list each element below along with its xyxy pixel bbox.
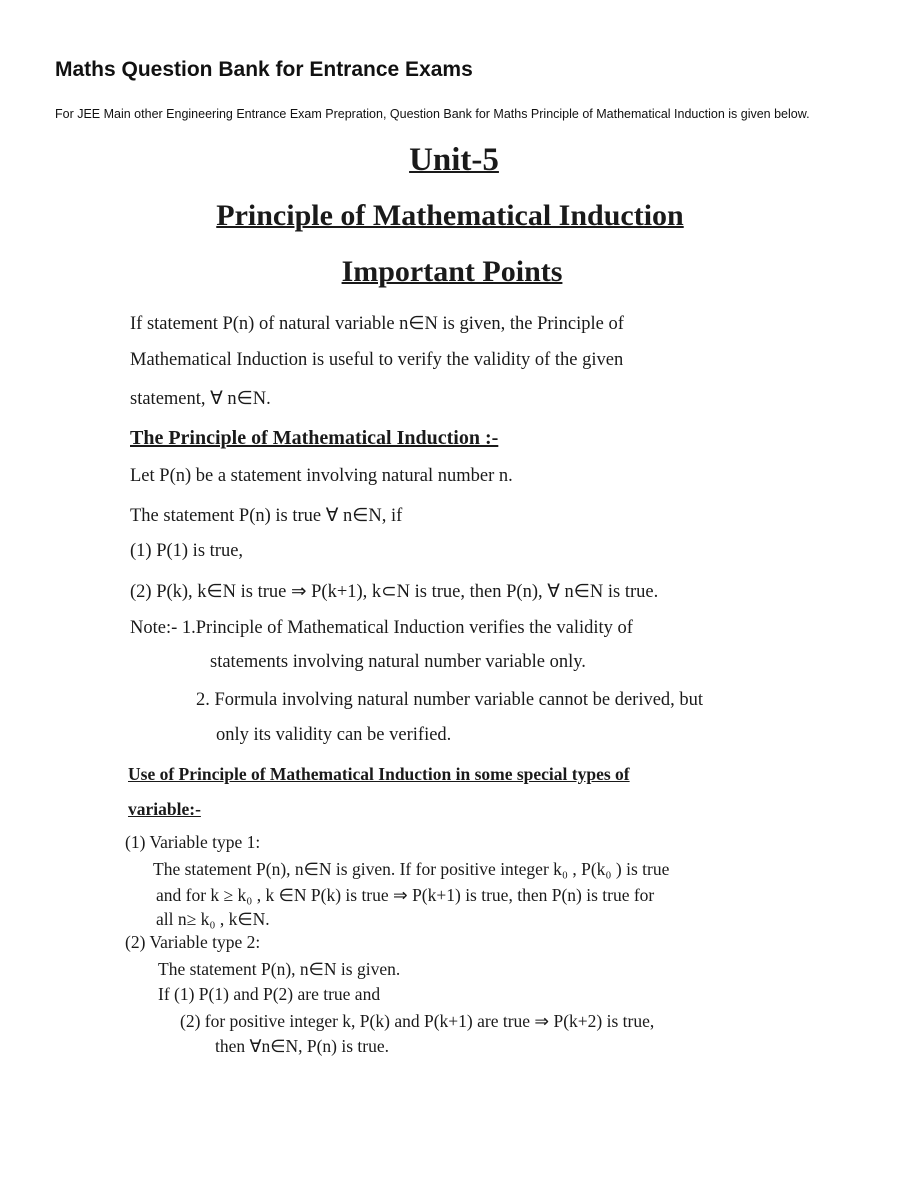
doc-line: all n≥ k₀ , k∈N.: [156, 909, 270, 929]
page-title: Maths Question Bank for Entrance Exams: [55, 58, 473, 81]
subheading: variable:-: [128, 799, 201, 819]
doc-line: The statement P(n) is true ∀ n∈N, if: [130, 506, 403, 526]
intro-text: For JEE Main other Engineering Entrance Exam Prepration, Question Bank for Maths Principle of Mathematical Induction is given below.: [55, 107, 810, 121]
section-heading: Important Points: [341, 255, 563, 288]
doc-line: If (1) P(1) and P(2) are true and: [158, 984, 381, 1004]
doc-line: (2) P(k), k∈N is true ⇒ P(k+1), k⊂N is true, then P(n), ∀ n∈N is true.: [130, 582, 659, 602]
doc-line: (1) P(1) is true,: [130, 541, 244, 561]
doc-line: Let P(n) be a statement involving natural number n.: [130, 466, 513, 486]
doc-line: 2. Formula involving natural number variable cannot be derived, but: [196, 690, 704, 710]
doc-line: (1) Variable type 1:: [125, 832, 261, 852]
doc-line: and for k ≥ k₀ , k ∈N P(k) is true ⇒ P(k+1) is true, then P(n) is true for: [156, 885, 655, 905]
doc-line: Note:- 1.Principle of Mathematical Induction verifies the validity of: [130, 618, 633, 638]
doc-line: Mathematical Induction is useful to verify the validity of the given: [130, 350, 624, 370]
doc-line: (2) for positive integer k, P(k) and P(k+1) are true ⇒ P(k+2) is true,: [180, 1011, 655, 1031]
doc-line: only its validity can be verified.: [216, 725, 452, 745]
doc-line: (2) Variable type 2:: [125, 932, 261, 952]
doc-line: statement, ∀ n∈N.: [130, 389, 271, 409]
unit-heading: Unit-5: [409, 142, 499, 178]
doc-line: statements involving natural number variable only.: [210, 652, 586, 672]
doc-line: The statement P(n), n∈N is given. If for positive integer k₀ , P(k₀ ) is true: [153, 859, 670, 879]
doc-line: then ∀n∈N, P(n) is true.: [215, 1036, 390, 1056]
subheading: Use of Principle of Mathematical Induction in some special types of: [128, 764, 630, 784]
subheading: The Principle of Mathematical Induction :-: [130, 427, 499, 449]
doc-line: If statement P(n) of natural variable n∈N is given, the Principle of: [130, 314, 624, 334]
chapter-heading: Principle of Mathematical Induction: [216, 199, 684, 232]
doc-line: The statement P(n), n∈N is given.: [158, 959, 401, 979]
